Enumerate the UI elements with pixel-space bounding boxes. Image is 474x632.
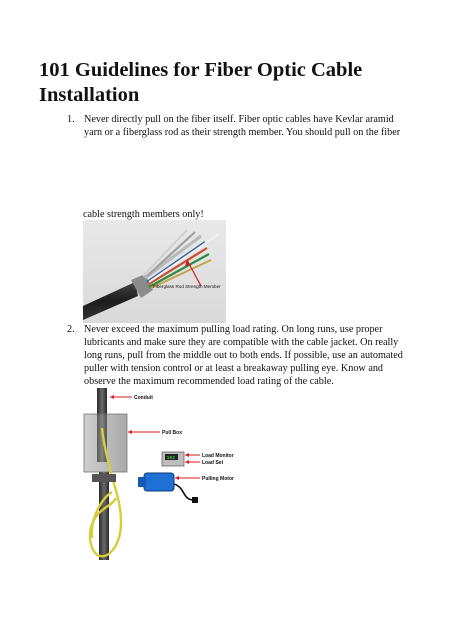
document-title [39,58,439,108]
figure-1-label: Fiberglass Rod Strength Member [153,284,221,289]
item-1-continuation: cable strength members only! [83,209,204,220]
item-2-line-1: Never exceed the maximum pulling load rating. On long runs, use proper [84,324,383,335]
motor-cord [174,484,194,500]
item-2-line-5: observe the maximum recommended load rating of the cable. [84,376,334,387]
label-pull-box: Pull Box [162,430,183,436]
item-1-text [84,113,424,139]
label-conduit: Conduit [134,395,153,401]
label-load-monitor: Load Monitor [202,453,234,459]
conduit-top [97,388,107,416]
item-2-line-3: long runs, pull from the middle out to both ends. If possible, use an automated [84,350,403,361]
item-2-number: 2. [67,324,75,335]
load-monitor-display: 162 [166,456,176,461]
label-load-set: Load Set [202,460,224,466]
item-1-number: 1. [67,114,75,125]
title-line-2: Installation [39,84,140,106]
cable-pulling-diagram [82,388,252,560]
item-1-line-2: yarn or a fiberglass rod as their strength member. You should pull on the fiber [84,127,401,138]
label-pulling-motor: Pulling Motor [202,476,234,482]
item-2-line-2: lubricants and make sure they are compatible with the cable jacket. On really [84,337,399,348]
title-line-1: 101 Guidelines for Fiber Optic Cable [39,59,363,81]
pulling-motor [144,473,174,491]
item-2-line-4: puller with tension control or at least a breakaway pulling eye. Know and [84,363,384,374]
item-2-text [84,323,434,388]
item-1-line-1: Never directly pull on the fiber itself. Fiber optic cables have Kevlar aramid [84,114,394,125]
clamp [92,474,116,482]
fiber-cable-photo [83,220,226,323]
motor-hub [138,477,146,487]
motor-plug [192,497,198,503]
